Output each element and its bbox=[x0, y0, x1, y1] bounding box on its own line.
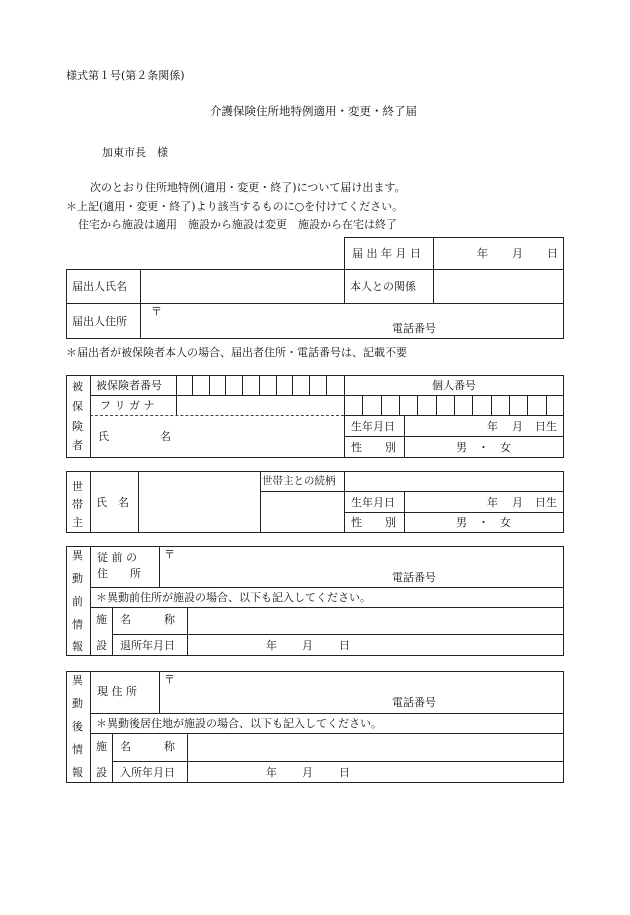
insured-birth-month: 月 bbox=[512, 420, 523, 433]
divider bbox=[187, 607, 188, 656]
insured-side-label-4: 者 bbox=[72, 439, 83, 452]
insured-side-label-1: 被 bbox=[72, 380, 83, 393]
postal-mark: 〒 bbox=[164, 548, 175, 561]
householder-side-label-1: 世 bbox=[72, 480, 83, 493]
before-side-label-1: 異 bbox=[72, 549, 83, 562]
before-side-label-3: 前 bbox=[72, 595, 83, 608]
divider bbox=[260, 491, 564, 492]
householder-relation-label: 世帯主との続柄 bbox=[262, 475, 336, 487]
divider bbox=[90, 471, 91, 533]
householder-relation-field[interactable] bbox=[262, 493, 342, 531]
relation-field[interactable] bbox=[436, 272, 561, 301]
divider bbox=[112, 607, 113, 656]
divider bbox=[90, 546, 91, 656]
addressee: 加東市長 様 bbox=[102, 146, 168, 159]
after-facility-name-label: 名 称 bbox=[120, 740, 175, 753]
householder-birth-field[interactable] bbox=[406, 493, 562, 511]
entry-date-label: 入所年月日 bbox=[120, 766, 175, 779]
exit-year: 年 bbox=[266, 639, 277, 652]
before-facility-name-label: 名 称 bbox=[120, 613, 175, 626]
divider bbox=[344, 375, 345, 458]
prev-address-field[interactable] bbox=[161, 548, 562, 585]
submission-year: 年 bbox=[477, 247, 488, 260]
prev-address-label-2: 住 所 bbox=[97, 567, 141, 580]
householder-sex-label-2: 別 bbox=[385, 516, 396, 529]
entry-year: 年 bbox=[266, 766, 277, 779]
divider bbox=[140, 269, 141, 339]
applicant-address-label: 届出人住所 bbox=[72, 315, 127, 328]
divider bbox=[344, 471, 345, 533]
divider bbox=[90, 375, 91, 458]
intro-line-3: 住宅から施設は適用 施設から施設は変更 施設から在宅は終了 bbox=[78, 218, 397, 231]
insured-number-label: 被保険者番号 bbox=[96, 379, 162, 392]
applicant-address-field[interactable] bbox=[143, 306, 561, 337]
after-side-label-1: 異 bbox=[72, 674, 83, 687]
divider bbox=[112, 634, 564, 635]
exit-day: 日 bbox=[339, 639, 350, 652]
divider bbox=[90, 733, 564, 734]
exit-month: 月 bbox=[302, 639, 313, 652]
householder-name-label: 氏 名 bbox=[96, 496, 129, 509]
applicant-note: ＊届出者が被保険者本人の場合、届出者住所・電話番号は、記載不要 bbox=[66, 346, 407, 359]
divider bbox=[112, 733, 113, 783]
before-facility-label-2: 設 bbox=[96, 639, 107, 652]
before-side-label-5: 報 bbox=[72, 640, 83, 653]
householder-sex-label-1: 性 bbox=[351, 516, 362, 529]
divider bbox=[159, 546, 160, 587]
after-side-label-3: 後 bbox=[72, 720, 83, 733]
insured-sex-label-1: 性 bbox=[351, 441, 362, 454]
insured-side-label-2: 保 bbox=[72, 400, 83, 413]
householder-name-field[interactable] bbox=[140, 473, 258, 531]
before-side-label-4: 情 bbox=[72, 618, 83, 631]
after-facility-label-2: 設 bbox=[96, 766, 107, 779]
divider bbox=[344, 436, 564, 437]
applicant-name-label: 届出人氏名 bbox=[72, 280, 127, 293]
divider bbox=[90, 713, 564, 714]
insured-side-label-3: 険 bbox=[72, 420, 83, 433]
submission-date-label: 届 出 年 月 日 bbox=[352, 247, 421, 260]
insured-name-label-2: 名 bbox=[160, 430, 171, 443]
divider bbox=[159, 671, 160, 713]
form-title: 介護保険住所地特例適用・変更・終了届 bbox=[210, 104, 417, 118]
before-facility-note: ＊異動前住所が施設の場合、以下も記入してください。 bbox=[96, 591, 371, 604]
after-side-label-2: 動 bbox=[72, 697, 83, 710]
intro-line-2: ＊上記(適用・変更・終了)より該当するものに○を付けてください。 bbox=[66, 200, 404, 213]
householder-birth-year: 年 bbox=[487, 496, 498, 509]
after-side-label-4: 情 bbox=[72, 743, 83, 756]
divider bbox=[404, 415, 405, 458]
divider bbox=[344, 269, 345, 303]
divider bbox=[138, 471, 139, 533]
intro-line-1: 次のとおり住所地特例(適用・変更・終了)について届け出ます。 bbox=[90, 181, 406, 194]
insured-sex-label-2: 別 bbox=[385, 441, 396, 454]
insured-name-label-1: 氏 bbox=[98, 430, 109, 443]
relation-label: 本人との関係 bbox=[350, 280, 416, 293]
divider bbox=[433, 237, 434, 270]
before-side-label-2: 動 bbox=[72, 572, 83, 585]
entry-day: 日 bbox=[339, 766, 350, 779]
insured-birth-field[interactable] bbox=[406, 417, 562, 435]
after-facility-note: ＊異動後居住地が施設の場合、以下も記入してください。 bbox=[96, 717, 382, 730]
after-facility-name-field[interactable] bbox=[189, 735, 562, 760]
current-address-label: 現 住 所 bbox=[97, 685, 137, 698]
insured-number-field[interactable] bbox=[177, 376, 343, 394]
insured-birth-label: 生年月日 bbox=[351, 420, 395, 433]
entry-date-field[interactable] bbox=[189, 763, 562, 781]
postal-mark: 〒 bbox=[164, 673, 175, 686]
phone-label: 電話番号 bbox=[392, 571, 436, 584]
divider bbox=[90, 415, 344, 416]
after-facility-label-1: 施 bbox=[96, 740, 107, 753]
applicant-name-field[interactable] bbox=[143, 272, 341, 301]
prev-address-label-1: 従 前 の bbox=[97, 551, 137, 564]
divider bbox=[90, 671, 91, 783]
divider bbox=[260, 471, 261, 533]
entry-month: 月 bbox=[302, 766, 313, 779]
householder-side-label-3: 主 bbox=[72, 516, 83, 529]
exit-date-field[interactable] bbox=[189, 636, 562, 654]
postal-mark: 〒 bbox=[151, 305, 162, 318]
furigana-label: フ リ ガ ナ bbox=[100, 399, 155, 412]
personal-number-label: 個人番号 bbox=[432, 379, 476, 392]
submission-day: 日 bbox=[547, 247, 558, 260]
furigana-field[interactable] bbox=[177, 396, 343, 414]
householder-extra-field[interactable] bbox=[346, 473, 562, 490]
divider bbox=[90, 587, 564, 588]
householder-sex-options[interactable]: 男 ・ 女 bbox=[456, 516, 511, 529]
divider bbox=[344, 512, 564, 513]
insured-name-field[interactable] bbox=[177, 417, 343, 457]
personal-number-field[interactable] bbox=[345, 396, 563, 414]
divider bbox=[90, 607, 564, 608]
divider bbox=[433, 269, 434, 303]
before-facility-name-field[interactable] bbox=[189, 609, 562, 633]
current-address-field[interactable] bbox=[161, 673, 562, 711]
householder-side-label-2: 帯 bbox=[72, 498, 83, 511]
after-side-label-5: 報 bbox=[72, 766, 83, 779]
phone-label: 電話番号 bbox=[392, 696, 436, 709]
householder-birth-month: 月 bbox=[512, 496, 523, 509]
insured-birth-year: 年 bbox=[487, 420, 498, 433]
divider bbox=[344, 415, 564, 416]
divider bbox=[112, 761, 564, 762]
divider bbox=[187, 733, 188, 783]
phone-label: 電話番号 bbox=[392, 322, 436, 335]
exit-date-label: 退所年月日 bbox=[120, 639, 175, 652]
submission-month: 月 bbox=[512, 247, 523, 260]
householder-birth-day: 日生 bbox=[535, 496, 557, 509]
insured-sex-options[interactable]: 男 ・ 女 bbox=[456, 441, 511, 454]
submission-date-field[interactable] bbox=[436, 240, 561, 267]
insured-birth-day: 日生 bbox=[535, 420, 557, 433]
form-number: 様式第１号(第２条関係) bbox=[66, 69, 185, 82]
householder-birth-label: 生年月日 bbox=[351, 496, 395, 509]
before-facility-label-1: 施 bbox=[96, 613, 107, 626]
